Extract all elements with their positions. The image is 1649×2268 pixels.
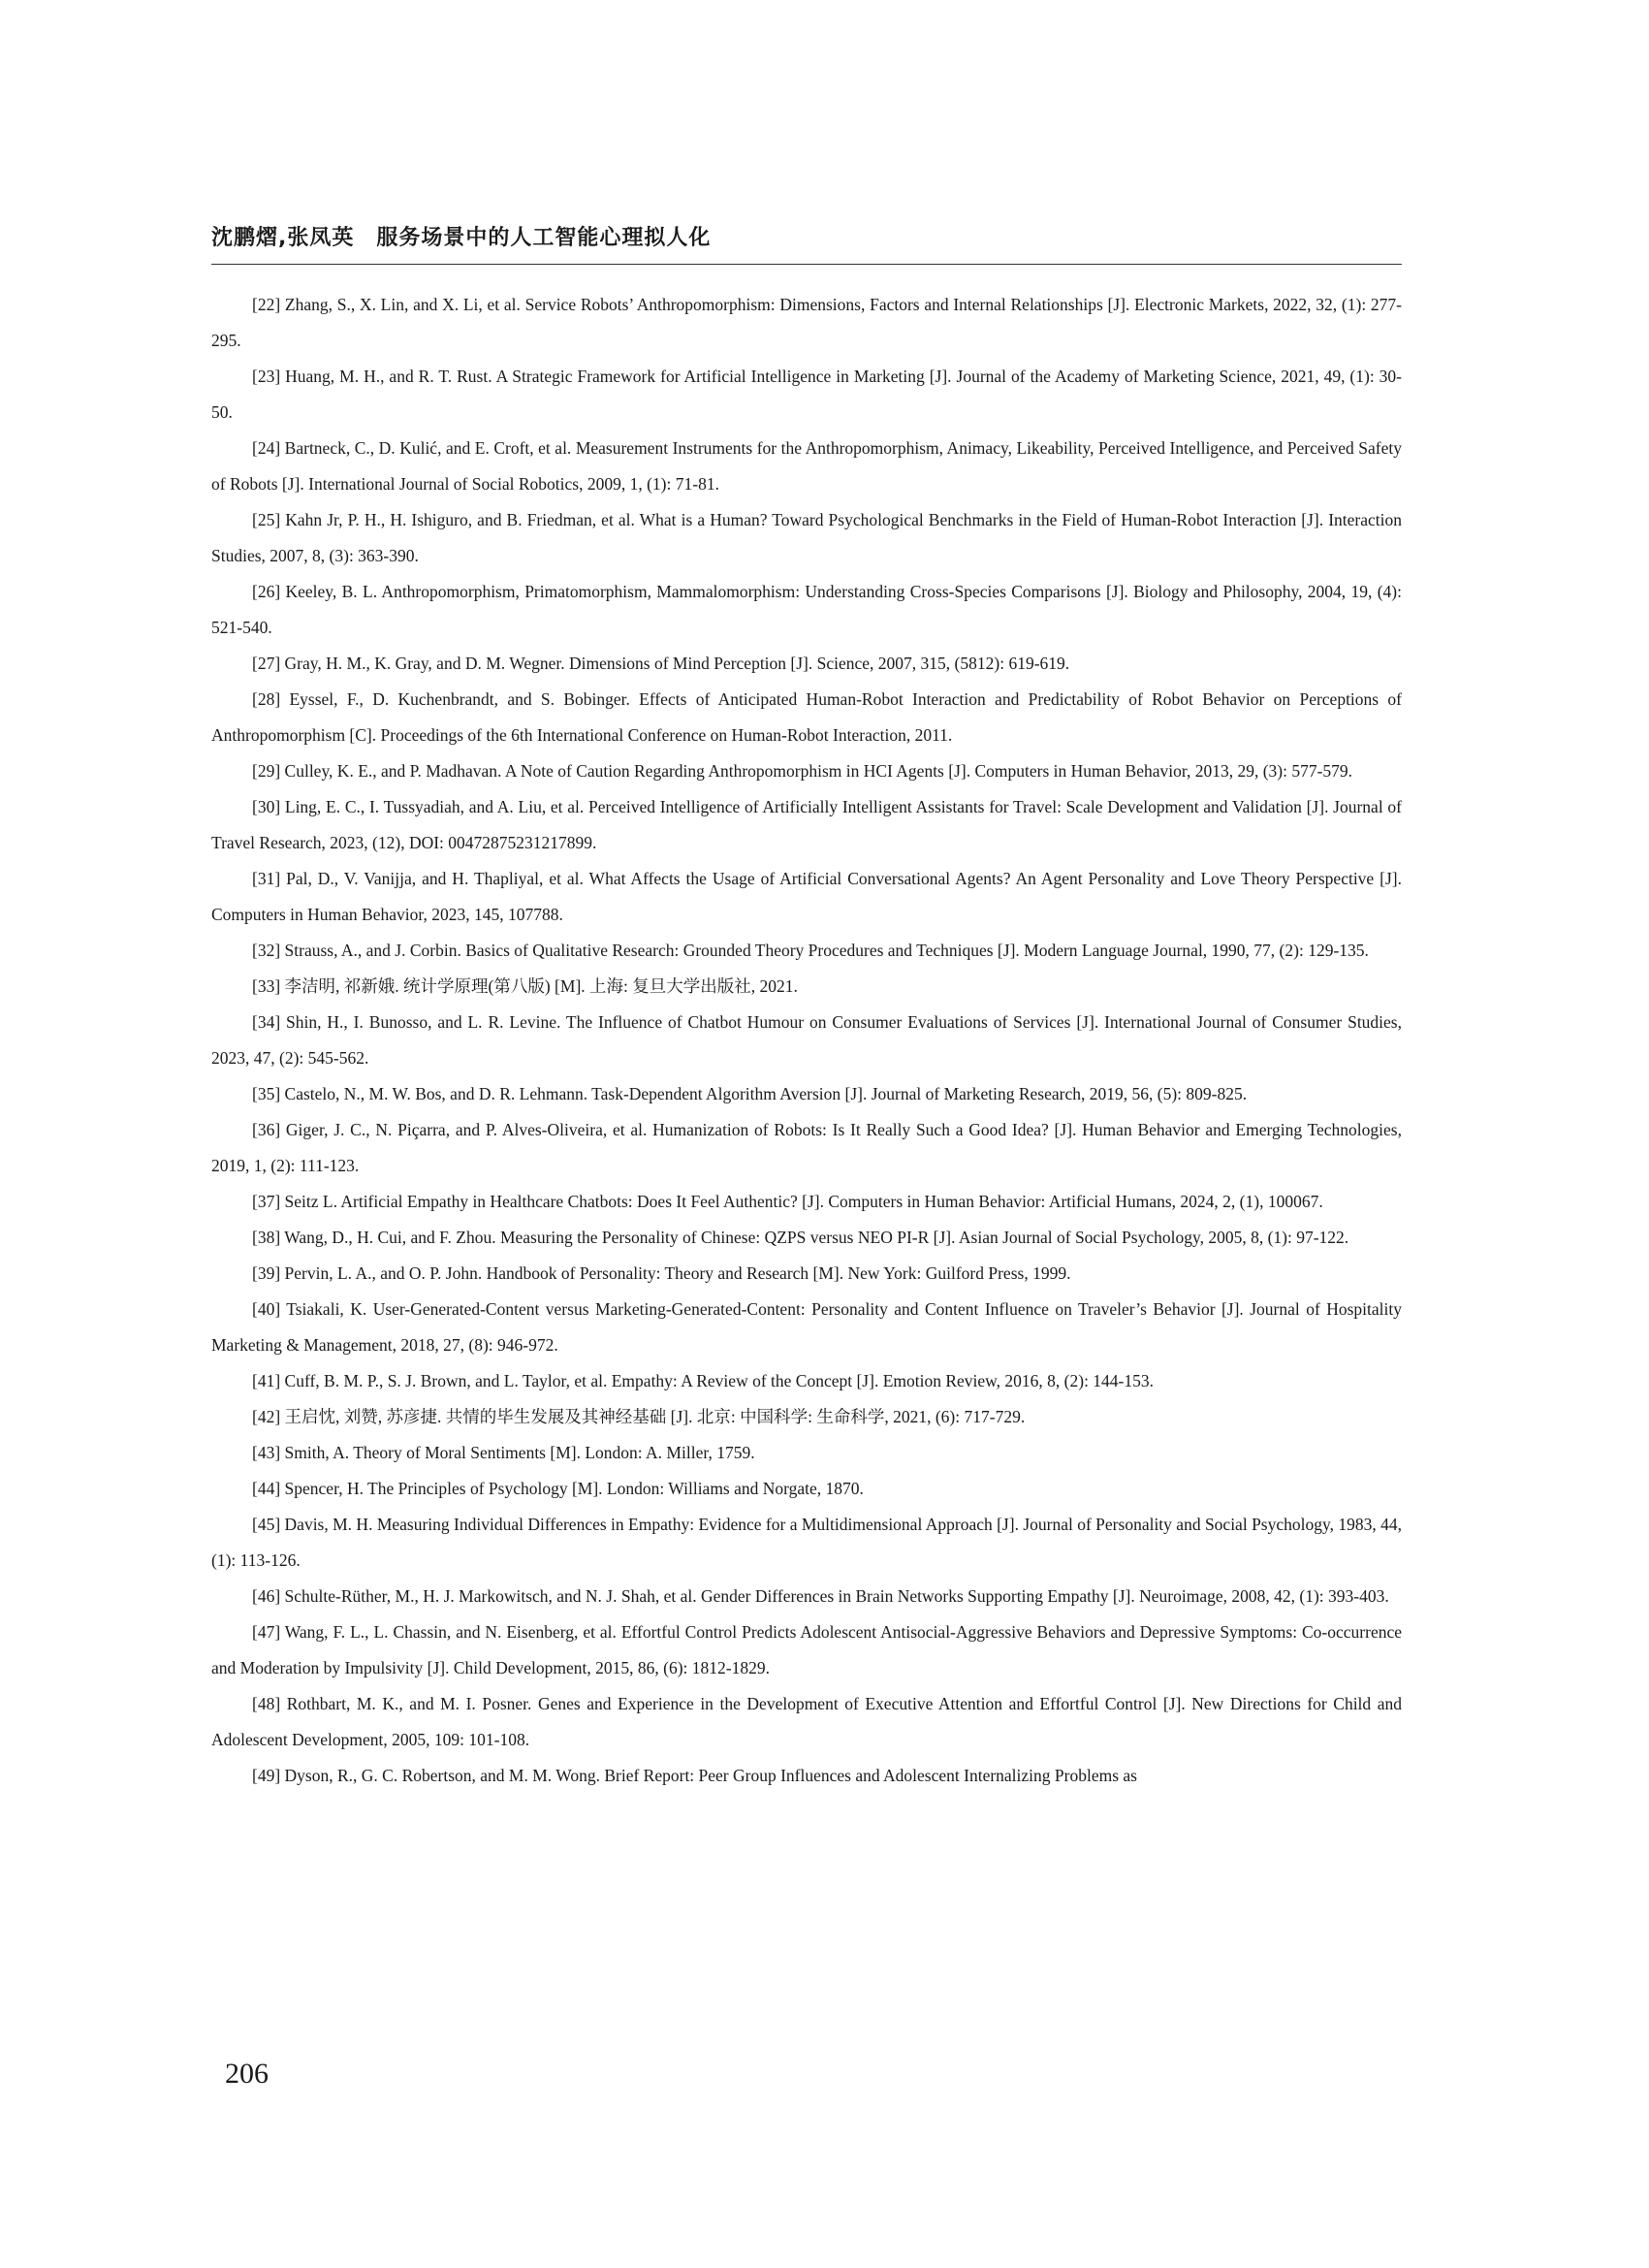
reference-item-40: [40] Tsiakali, K. User-Generated-Content versus Marketing-Generated-Content: Personality and Content Influence on Traveler’s Behavior [J]. Journal of Hospitality Marketing & Management, 2018, 27, (8): 946-972.: [211, 1299, 1402, 1355]
reference-item-22: [22] Zhang, S., X. Lin, and X. Li, et al. Service Robots’ Anthropomorphism: Dimensions, Factors and Internal Relationships [J]. Electronic Markets, 2022, 32, (1): 277-295.: [211, 295, 1402, 350]
reference-item-24: [24] Bartneck, C., D. Kulić, and E. Croft, et al. Measurement Instruments for the Anthropomorphism, Animacy, Likeability, Perceived Intelligence, and Perceived Safety of Robots [J]. International Journal of Social Robotics, 2009, 1, (1): 71-81.: [211, 438, 1402, 494]
reference-item-43: [43] Smith, A. Theory of Moral Sentiments [M]. London: A. Miller, 1759.: [252, 1443, 755, 1462]
reference-item-26: [26] Keeley, B. L. Anthropomorphism, Primatomorphism, Mammalomorphism: Understanding Cross-Species Comparisons [J]. Biology and Philosophy, 2004, 19, (4): 521-540.: [211, 582, 1402, 637]
reference-item-29: [29] Culley, K. E., and P. Madhavan. A Note of Caution Regarding Anthropomorphism in HCI Agents [J]. Computers in Human Behavior, 2013, 29, (3): 577-579.: [252, 761, 1353, 781]
reference-item-42: [42] 王启忱, 刘赞, 苏彦捷. 共情的毕生发展及其神经基础 [J]. 北京: 中国科学: 生命科学, 2021, (6): 717-729.: [252, 1407, 1026, 1426]
reference-item-44: [44] Spencer, H. The Principles of Psychology [M]. London: Williams and Norgate, 1870.: [252, 1479, 864, 1498]
reference-list: [211, 287, 1402, 1794]
reference-item-38: [38] Wang, D., H. Cui, and F. Zhou. Measuring the Personality of Chinese: QZPS versus NEO PI-R [J]. Asian Journal of Social Psychology, 2005, 8, (1): 97-122.: [252, 1228, 1349, 1247]
reference-item-45: [45] Davis, M. H. Measuring Individual Differences in Empathy: Evidence for a Multidimensional Approach [J]. Journal of Personality and Social Psychology, 1983, 44, (1): 113-126.: [211, 1515, 1402, 1570]
page-number: 206: [225, 2058, 269, 2090]
reference-item-39: [39] Pervin, L. A., and O. P. John. Handbook of Personality: Theory and Research [M]. New York: Guilford Press, 1999.: [252, 1263, 1071, 1283]
reference-item-36: [36] Giger, J. C., N. Piçarra, and P. Alves-Oliveira, et al. Humanization of Robots: Is It Really Such a Good Idea? [J]. Human Behavior and Emerging Technologies, 2019, 1, (2): 111-123.: [211, 1120, 1402, 1175]
reference-item-48: [48] Rothbart, M. K., and M. I. Posner. Genes and Experience in the Development of Executive Attention and Effortful Control [J]. New Directions for Child and Adolescent Development, 2005, 109: 101-108.: [211, 1694, 1402, 1749]
reference-item-47: [47] Wang, F. L., L. Chassin, and N. Eisenberg, et al. Effortful Control Predicts Adolescent Antisocial-Aggressive Behaviors and Depressive Symptoms: Co-occurrence and Moderation by Impulsivity [J]. Child Development, 2015, 86, (6): 1812-1829.: [211, 1622, 1402, 1677]
reference-item-23: [23] Huang, M. H., and R. T. Rust. A Strategic Framework for Artificial Intelligence in Marketing [J]. Journal of the Academy of Marketing Science, 2021, 49, (1): 30-50.: [211, 367, 1402, 422]
running-header: [211, 215, 1402, 265]
reference-item-31: [31] Pal, D., V. Vanijja, and H. Thapliyal, et al. What Affects the Usage of Artificial Conversational Agents? An Agent Personality and Love Theory Perspective [J]. Computers in Human Behavior, 2023, 145, 107788.: [211, 869, 1402, 924]
reference-item-49: [49] Dyson, R., G. C. Robertson, and M. M. Wong. Brief Report: Peer Group Influences and Adolescent Internalizing Problems as: [252, 1766, 1137, 1785]
reference-item-41: [41] Cuff, B. M. P., S. J. Brown, and L. Taylor, et al. Empathy: A Review of the Concept [J]. Emotion Review, 2016, 8, (2): 144-153.: [252, 1371, 1155, 1390]
reference-item-27: [27] Gray, H. M., K. Gray, and D. M. Wegner. Dimensions of Mind Perception [J]. Science, 2007, 315, (5812): 619-619.: [252, 654, 1070, 673]
reference-item-35: [35] Castelo, N., M. W. Bos, and D. R. Lehmann. Task-Dependent Algorithm Aversion [J]. Journal of Marketing Research, 2019, 56, (5): 809-825.: [252, 1084, 1248, 1103]
reference-item-30: [30] Ling, E. C., I. Tussyadiah, and A. Liu, et al. Perceived Intelligence of Artificially Intelligent Assistants for Travel: Scale Development and Validation [J]. Journal of Travel Research, 2023, (12), DOI: 00472875231217899.: [211, 797, 1402, 852]
reference-item-25: [25] Kahn Jr, P. H., H. Ishiguro, and B. Friedman, et al. What is a Human? Toward Psychological Benchmarks in the Field of Human-Robot Interaction [J]. Interaction Studies, 2007, 8, (3): 363-390.: [211, 510, 1402, 565]
reference-item-46: [46] Schulte-Rüther, M., H. J. Markowitsch, and N. J. Shah, et al. Gender Differences in Brain Networks Supporting Empathy [J]. Neuroimage, 2008, 42, (1): 393-403.: [252, 1586, 1389, 1606]
reference-item-28: [28] Eyssel, F., D. Kuchenbrandt, and S. Bobinger. Effects of Anticipated Human-Robot Interaction and Predictability of Robot Behavior on Perceptions of Anthropomorphism [C]. Proceedings of the 6th International Conference on Human-Robot Interaction, 2011.: [211, 689, 1402, 745]
reference-item-37: [37] Seitz L. Artificial Empathy in Healthcare Chatbots: Does It Feel Authentic? [J]. Computers in Human Behavior: Artificial Humans, 2024, 2, (1), 100067.: [252, 1192, 1323, 1211]
header-title: 沈鹏熠,张凤英 服务场景中的人工智能心理拟人化: [211, 226, 712, 250]
reference-item-32: [32] Strauss, A., and J. Corbin. Basics of Qualitative Research: Grounded Theory Procedures and Techniques [J]. Modern Language Journal, 1990, 77, (2): 129-135.: [252, 941, 1369, 960]
reference-item-34: [34] Shin, H., I. Bunosso, and L. R. Levine. The Influence of Chatbot Humour on Consumer Evaluations of Services [J]. International Journal of Consumer Studies, 2023, 47, (2): 545-562.: [211, 1012, 1402, 1068]
reference-item-33: [33] 李洁明, 祁新娥. 统计学原理(第八版) [M]. 上海: 复旦大学出版社, 2021.: [252, 976, 798, 996]
